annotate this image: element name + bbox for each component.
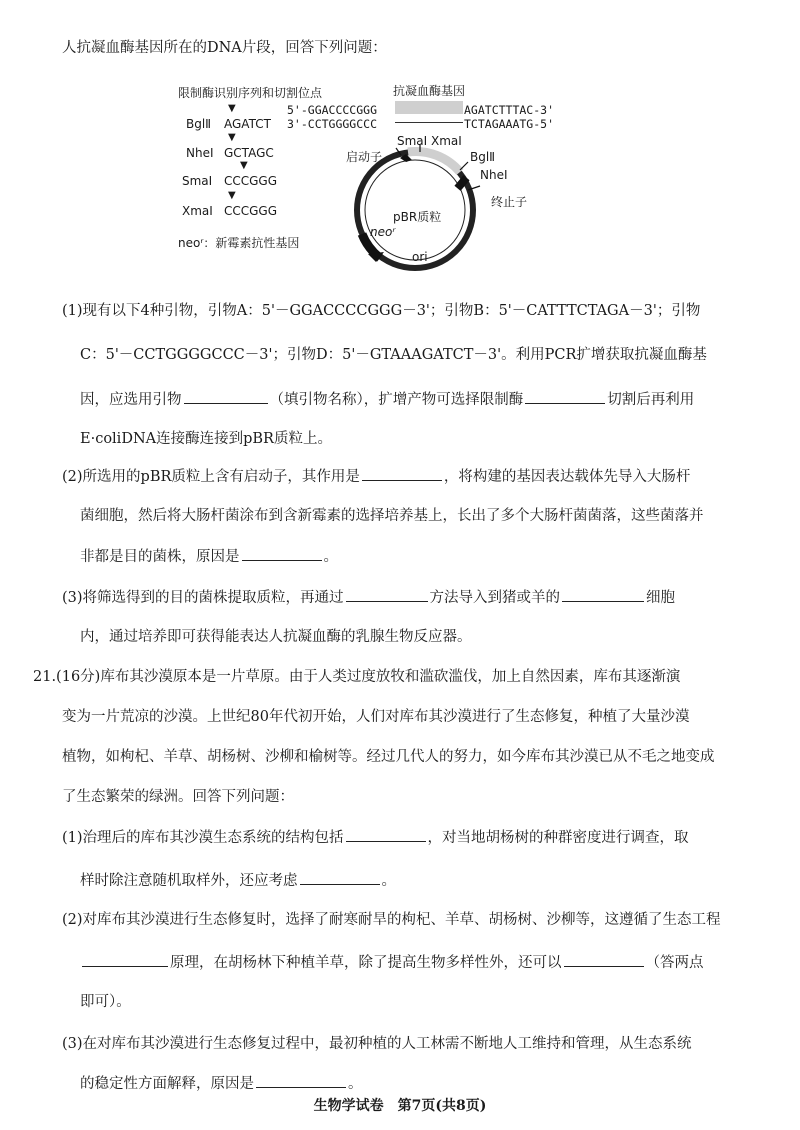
q2-text: ，将构建的基因表达载体先导入大肠杆 [443,469,691,485]
q21-p1-line2 [80,870,396,891]
dna-top-left: 5'-GGACCCCGGG [287,103,378,117]
nhe-site-label: NheⅠ [480,168,508,182]
bgl-site-label: BglⅡ [470,150,496,164]
q21-p3-line2 [80,1073,363,1094]
q21-text: (1)治理后的库布其沙漠生态系统的结构包括 [62,830,344,846]
q21-p2-line3: 即可）。 [80,994,131,1010]
q21-p1-line1 [62,827,689,848]
q21-stem-line2: 变为一片荒凉的沙漠。上世纪80年代初开始，人们对库布其沙漠进行了生态修复，种植了大量沙漠 [62,709,690,725]
cut-mark: ▼ [240,160,248,171]
q21-p2-line2 [80,952,704,973]
q3-text: (3)将筛选得到的目的菌株提取质粒，再通过 [62,590,344,606]
dna-bottom-left: 3'-CCTGGGGCCC [287,117,378,131]
q21-stem-line3: 植物，如枸杞、羊草、胡杨树、沙柳和榆树等。经过几代人的努力，如今库布其沙漠已从不毛之地变成 [62,749,715,765]
answer-blank[interactable] [300,870,380,885]
promoter-label: 启动子 [346,150,383,164]
enzyme-table-title: 限制酶识别序列和切割位点 [178,86,323,100]
answer-blank[interactable] [82,952,168,967]
answer-blank[interactable] [184,389,268,404]
q1-text: 因，应选用引物 [80,392,182,408]
gene-label: 抗凝血酶基因 [393,84,466,98]
q3-line1 [62,587,675,608]
enzyme-seq: AGATCT [224,117,271,131]
q3-text: 方法导入到猪或羊的 [429,590,561,606]
answer-blank[interactable] [362,466,442,481]
q3-line2: 内，通过培养即可获得能表达人抗凝血酶的乳腺生物反应器。 [80,629,472,645]
q21-text: 。 [348,1076,363,1092]
sites-label: SmaⅠ XmaⅠ [397,134,462,148]
q21-stem-line4: 了生态繁荣的绿洲。回答下列问题： [62,789,294,805]
enzyme-name: NheⅠ [186,146,214,160]
enzyme-name: BglⅡ [186,117,212,131]
q21-p3-line1: (3)在对库布其沙漠进行生态修复过程中，最初种植的人工林需不断地人工维持和管理，从生态系统 [62,1036,692,1052]
enzyme-seq: GCTAGC [224,146,274,160]
answer-blank[interactable] [525,389,605,404]
q1-text: 切割后再利用 [607,392,695,408]
dna-top-right: AGATCTTTAC-3' [464,103,555,117]
q1-line3 [80,389,694,410]
q21-text: （答两点 [645,955,704,971]
answer-blank[interactable] [346,827,426,842]
q21-text: 样时除注意随机取样外，还应考虑 [80,873,298,889]
page-footer: 生物学试卷 第7页(共8页) [313,1098,487,1114]
terminator-label: 终止子 [491,195,528,209]
enzyme-name: SmaⅠ [182,174,213,188]
q2-text: 非都是目的菌株，原因是 [80,549,240,565]
ori-label: ori [412,250,428,264]
q2-text: (2)所选用的pBR质粒上含有启动子，其作用是 [62,469,360,485]
gene-fragment-line [395,122,463,123]
q1-line4: E·coliDNA连接酶连接到pBR质粒上。 [80,431,332,447]
q21-p2-line1: (2)对库布其沙漠进行生态修复时，选择了耐寒耐旱的枸杞、羊草、胡杨树、沙柳等，这遵循了生态工程 [62,912,721,928]
gene-fragment-box [395,101,463,114]
answer-blank[interactable] [562,587,644,602]
neo-note: neoʳ：新霉素抗性基因 [178,236,300,250]
q1-line2: C：5'－CCTGGGGCCC－3'；引物D：5'－GTAAAGATCT－3'。利用PCR扩增获取抗凝血酶基 [80,347,707,363]
q21-text: ，对当地胡杨树的种群密度进行调查，取 [427,830,689,846]
q3-text: 细胞 [646,590,676,606]
q2-line2: 菌细胞，然后将大肠杆菌涂布到含新霉素的选择培养基上，长出了多个大肠杆菌菌落，这些菌落并 [80,508,704,524]
q21-stem-line1: 21.(16分)库布其沙漠原本是一片草原。由于人类过度放牧和滥砍滥伐，加上自然因素，库布其逐渐演 [33,669,681,685]
answer-blank[interactable] [564,952,644,967]
plasmid-label: pBR质粒 [393,210,442,224]
intro-text: 人抗凝血酶基因所在的DNA片段，回答下列问题： [62,40,387,56]
enzyme-seq: CCCGGG [224,204,278,218]
q21-text: 的稳定性方面解释，原因是 [80,1076,254,1092]
enzyme-seq: CCCGGG [224,174,278,188]
q21-text: 。 [381,873,396,889]
q1-line1: (1)现有以下4种引物，引物A：5'－GGACCCCGGG－3'；引物B：5'－CATTTCTAGA－3'；引物 [62,303,701,319]
cut-mark: ▼ [228,132,236,143]
dna-bottom-right: TCTAGAAATG-5' [464,117,555,131]
enzyme-name: XmaⅠ [182,204,213,218]
answer-blank[interactable] [242,546,322,561]
q2-line3 [80,546,338,567]
answer-blank[interactable] [256,1073,346,1088]
neo-label: neoʳ [370,225,396,239]
q2-line1 [62,466,690,487]
answer-blank[interactable] [346,587,428,602]
q2-text: 。 [323,549,338,565]
cut-mark: ▼ [228,190,236,201]
cut-mark: ▼ [228,103,236,114]
q21-text: 原理，在胡杨林下种植羊草，除了提高生物多样性外，还可以 [170,955,562,971]
q1-text: （填引物名称），扩增产物可选择限制酶 [269,392,524,408]
